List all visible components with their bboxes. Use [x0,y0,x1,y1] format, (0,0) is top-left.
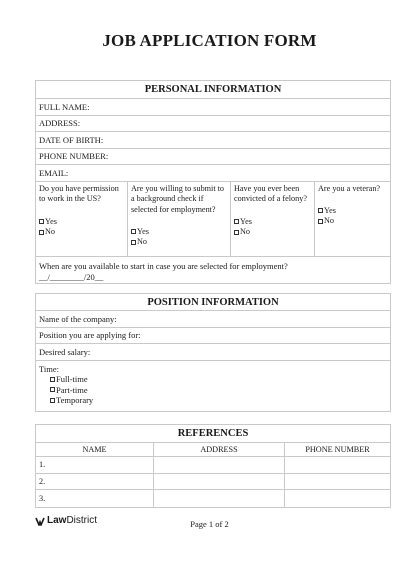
email-field[interactable]: EMAIL: [36,165,390,182]
yes-option[interactable]: Yes [131,227,227,238]
full-name-field[interactable]: FULL NAME: [36,99,390,116]
time-label: Time: [39,363,60,374]
question-veteran [315,182,390,256]
part-time-option[interactable]: Part-time [39,385,387,396]
no-option[interactable]: No [131,237,227,248]
question-text: Do you have permission to work in the US? [39,183,119,203]
availability-text: When are you available to start in case you are selected for employment? [39,260,288,271]
full-time-option[interactable]: Full-time [39,374,387,385]
checkbox-icon[interactable] [39,219,44,224]
column-header-phone: PHONE NUMBER [305,445,370,454]
reference-phone-cell[interactable] [285,490,390,507]
column-header-name: NAME [36,443,154,456]
yes-no-questions [36,182,390,257]
desired-salary-field[interactable]: Desired salary: [36,344,390,361]
checkbox-icon[interactable] [318,208,323,213]
table-row [36,474,390,491]
question-text: Are you a veteran? [318,183,381,193]
question-text: Have you ever been convicted of a felony? [234,183,307,203]
no-option[interactable]: No [318,216,387,227]
checkbox-icon[interactable] [131,240,136,245]
checkbox-icon[interactable] [318,219,323,224]
lawdistrict-logo: Law District [35,515,97,526]
yes-option[interactable]: Yes [318,206,387,217]
position-applied-field[interactable]: Position you are applying for: [36,328,390,345]
table-row [36,490,390,507]
reference-address-cell[interactable] [154,457,285,473]
checkbox-icon[interactable] [131,229,136,234]
position-information-heading: POSITION INFORMATION [36,294,390,311]
reference-name-cell[interactable]: 2. [36,474,154,490]
references-header-row [36,443,390,457]
availability-question [36,257,390,283]
checkbox-icon[interactable] [234,230,239,235]
reference-address-cell[interactable] [154,490,285,507]
phone-number-field[interactable]: PHONE NUMBER: [36,149,390,166]
question-text: Are you willing to submit to a background check if selected for employment? [131,183,225,214]
reference-phone-cell[interactable] [285,457,390,473]
page-number: Page 1 of 2 [190,519,229,529]
reference-phone-cell[interactable] [285,474,390,490]
reference-name-cell[interactable]: 1. [36,457,154,473]
checkbox-icon[interactable] [50,398,55,403]
column-header-address: ADDRESS [154,443,285,456]
personal-information-section [35,80,391,284]
address-field[interactable]: ADDRESS: [36,116,390,133]
date-of-birth-field[interactable]: DATE OF BIRTH: [36,132,390,149]
question-background-check [128,182,231,256]
time-options [36,361,390,406]
references-heading: REFERENCES [36,425,390,443]
no-option[interactable]: No [39,227,124,238]
checkbox-icon[interactable] [50,377,55,382]
yes-option[interactable]: Yes [39,217,124,228]
personal-information-heading: PERSONAL INFORMATION [36,81,390,99]
position-information-section [35,293,391,412]
yes-option[interactable]: Yes [234,217,311,228]
question-work-permission [36,182,128,256]
start-date-blank[interactable]: __/________/20__ [39,271,104,282]
temporary-option[interactable]: Temporary [39,395,387,406]
checkbox-icon[interactable] [39,230,44,235]
checkbox-icon[interactable] [234,219,239,224]
reference-address-cell[interactable] [154,474,285,490]
table-row [36,457,390,474]
form-title: JOB APPLICATION FORM [102,31,317,50]
company-name-field[interactable]: Name of the company: [36,311,390,328]
reference-name-cell[interactable]: 3. [36,490,154,507]
checkbox-icon[interactable] [50,387,55,392]
no-option[interactable]: No [234,227,311,238]
references-section [35,424,391,508]
question-felony [231,182,315,256]
